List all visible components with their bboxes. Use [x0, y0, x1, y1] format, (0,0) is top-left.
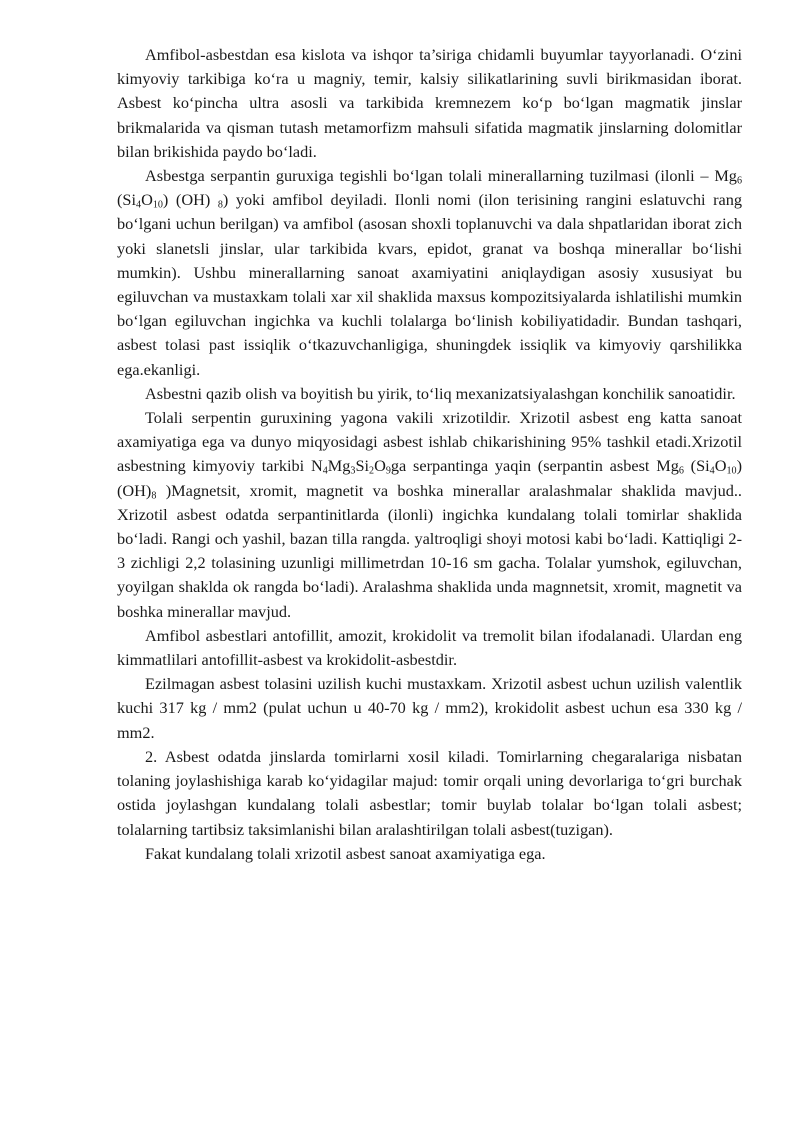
paragraph-5: Amfibol asbestlari antofillit, amozit, krokidolit va tremolit bilan ifodalanadi. Ulardan eng kimmatlilari antofillit-asbest va krokidolit-asbestdir. — [117, 625, 742, 670]
paragraph-1: Amfibol-asbestdan esa kislota va ishqor ta’siriga chidamli buyumlar tayyorlanadi. O‘zini kimyoviy tarkibiga ko‘ra u magniy, temir, kalsiy silikatlarining suvli birikmasidan iborat. Asbest ko‘pincha ultra asosli va tarkibida kremnezem ko‘p bo‘lgan magmatik jinslar brikmalarida va qisman tutash metamorfizm mahsuli sifatida magmatik jinslarning dolomitlar bilan brikishida paydo bo‘ladi. — [117, 45, 742, 161]
paragraph-4: Tolali serpentin guruxining yagona vakili xrizotildir. Xrizotil asbest eng katta sanoat axamiyatiga ega va dunyo miqyosidagi asbest ishlab chikarishining 95% tashkil etadi.Xrizotil asbestning kimyoviy tarkibi $N_4Mg_3Si_2O_9ga$ serpantinga yaqin (serpantin asbest $Mg_6$ $(Si_4O_{10})$ $(OH)_8$ )Magnetsit, xromit, magnetit va boshka minerallar aralashmalar shaklida mavjud.. Xrizotil asbest odatda serpantinitlarda (ilonli) ingichka kundalang tolali tomirlar shaklida bo‘ladi. Rangi och yashil, bazan tilla rangda. yaltroqligi shoyi motosi kabi bo‘ladi. Kattiqligi 2-3 zichligi 2,2 tolasining uzunligi millimetrdan 10-16 sm gacha. Tolalar yumshok, egiluvchan, yoyilgan shaklda ok rangda bo‘ladi). Aralashma shaklida unda magnnetsit, xromit, magnetit va boshka minerallar mavjud. — [117, 408, 742, 621]
paragraph-2: Asbestga serpantin guruxiga tegishli bo‘lgan tolali minerallarning tuzilmasi (ilonli – $Mg_6$ $(Si_4O_{10})$ (OH) $_8$) yoki amfibol deyiladi. Ilonli nomi (ilon terisining rangini eslatuvchi rang bo‘lgani uchun berilgan) va amfibol (asosan shoxli toplanuvchi va dala shpatlaridan iborat zich yoki slanetsli jinslar, ular tarkibida kvars, epidot, granat va boshqa minerallar bo‘lishi mumkin). Ushbu minerallarning sanoat axamiyatini aniqlaydigan asosiy xususiyat bu egiluvchan va mustaxkam tolali xar xil shaklida maxsus kompozitsiyalarda ishlatilishi mumkin bo‘lgan egiluvchan ingichka va kuchli tolalarga bo‘linish kobiliyatidadir. Bundan tashqari, asbest tolasi past issiqlik o‘tkazuvchanligiga, shuningdek issiqlik va kimyoviy qarshilikka ega.ekanligi. — [117, 166, 743, 379]
document-page — [117, 43, 742, 866]
paragraph-7: 2. Asbest odatda jinslarda tomirlarni xosil kiladi. Tomirlarning chegaralariga nisbatan tolaning joylashishiga karab ko‘yidagilar majud: tomir orqali uning devorlariga to‘gri burchak ostida joylashgan kundalang tolali asbestlar; tomir buylab tolalar bo‘lgan tolali asbest; tolalarning tartibsiz taksimlanishi bilan aralashtirilgan tolali asbest(tuzigan). — [117, 746, 742, 839]
paragraph-6: Ezilmagan asbest tolasini uzilish kuchi mustaxkam. Xrizotil asbest uchun uzilish valentlik kuchi 317 kg / mm2 (pulat uchun u 40-70 kg / mm2), krokidolit asbest uchun esa 330 kg / mm2. — [117, 674, 742, 742]
paragraph-8: Fakat kundalang tolali xrizotil asbest sanoat axamiyatiga ega. — [145, 843, 546, 863]
paragraph-3: Asbestni qazib olish va boyitish bu yirik, to‘liq mexanizatsiyalashgan konchilik sanoatidir. — [145, 383, 736, 403]
